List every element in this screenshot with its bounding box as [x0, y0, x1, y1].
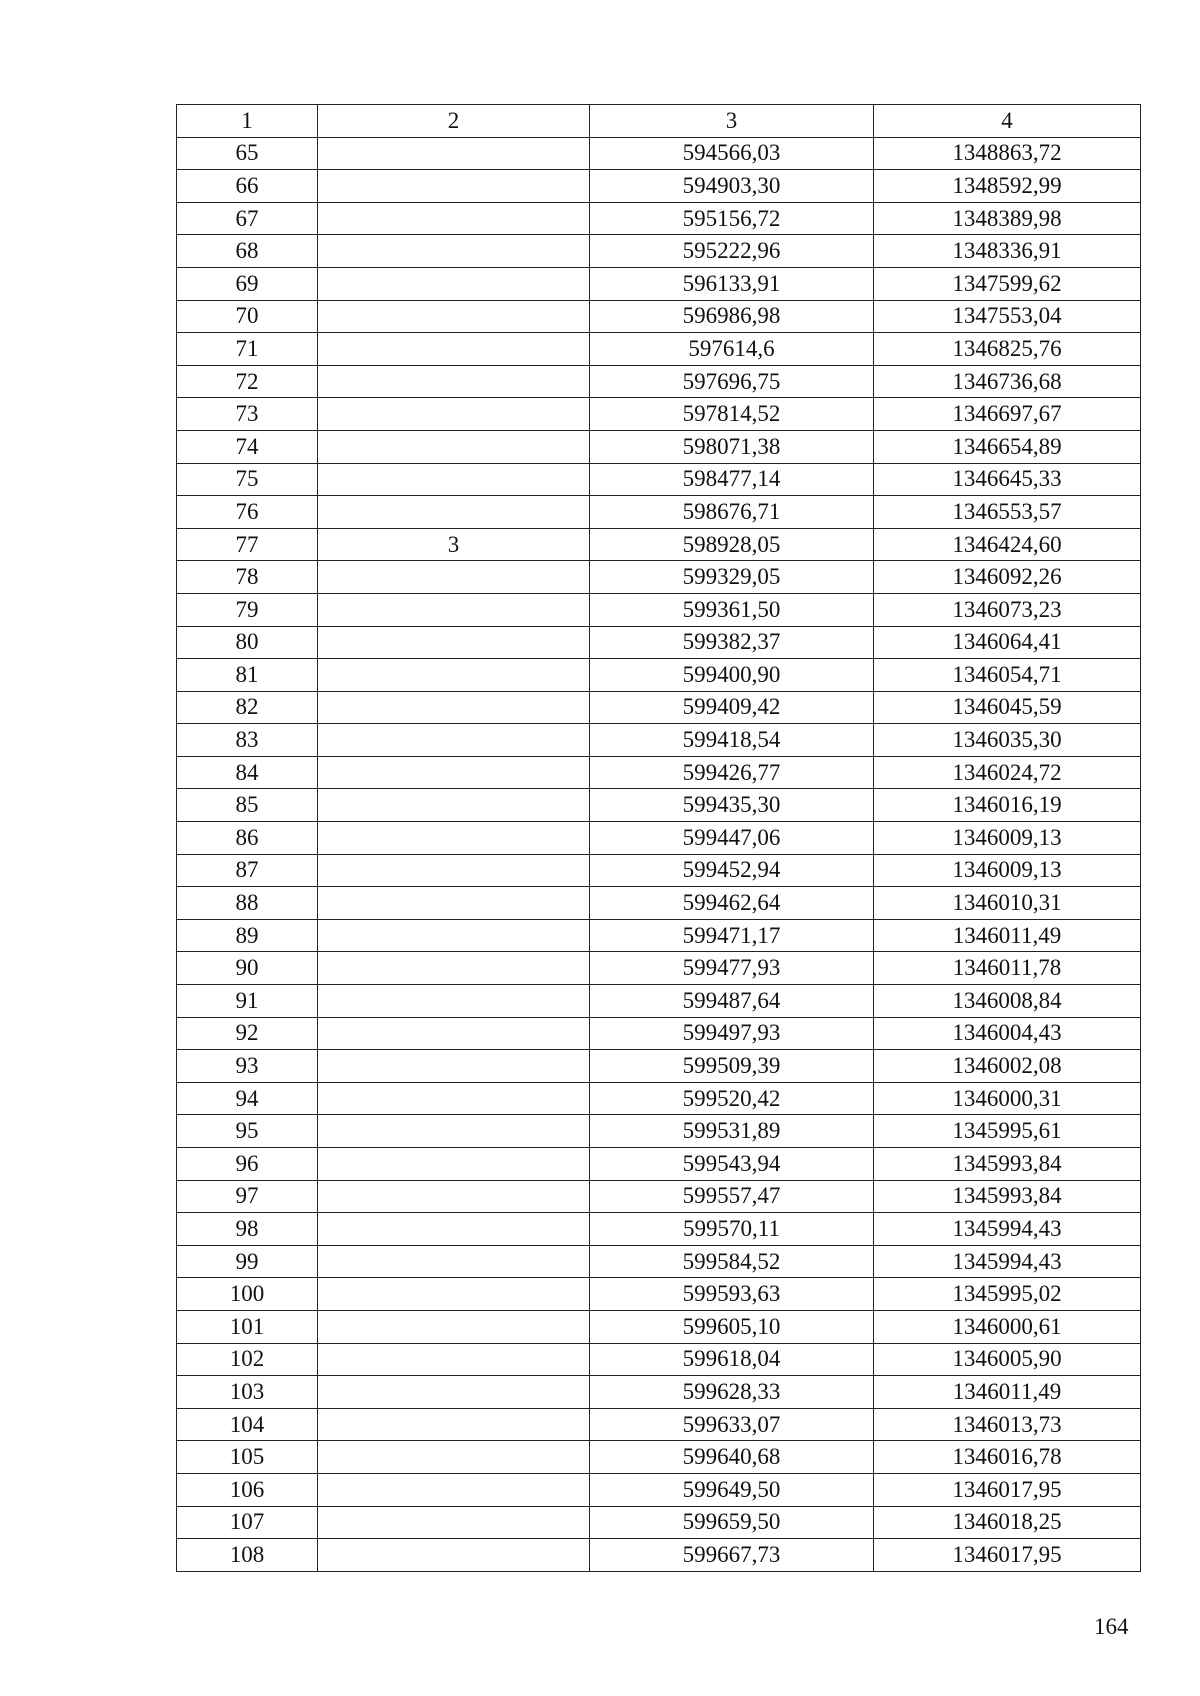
table-cell-col-2	[318, 1082, 590, 1115]
table-cell-col-2	[318, 333, 590, 366]
table-cell-col-4: 1346018,25	[874, 1506, 1141, 1539]
table-row	[177, 333, 1141, 366]
table-cell-col-2	[318, 659, 590, 692]
table-cell-col-2	[318, 430, 590, 463]
table-cell-col-4: 1346017,95	[874, 1539, 1141, 1572]
table-row	[177, 1213, 1141, 1246]
table-row	[177, 1376, 1141, 1409]
table-cell-col-2	[318, 1050, 590, 1083]
table-cell-col-4: 1348336,91	[874, 235, 1141, 268]
table-cell-col-2	[318, 463, 590, 496]
table-cell-col-4: 1346004,43	[874, 1017, 1141, 1050]
table-cell-col-4: 1348863,72	[874, 137, 1141, 170]
table-cell-col-3: 598928,05	[590, 528, 874, 561]
table-cell-col-1: 98	[177, 1213, 318, 1246]
table-cell-col-4: 1346013,73	[874, 1408, 1141, 1441]
table-cell-col-3: 599584,52	[590, 1245, 874, 1278]
table-cell-col-4: 1346011,49	[874, 919, 1141, 952]
table-row	[177, 919, 1141, 952]
coordinates-table	[176, 104, 1141, 1572]
table-cell-col-3: 599497,93	[590, 1017, 874, 1050]
table-cell-col-1: 107	[177, 1506, 318, 1539]
table-cell-col-4: 1347553,04	[874, 300, 1141, 333]
table-cell-col-4: 1346645,33	[874, 463, 1141, 496]
table-cell-col-1: 83	[177, 724, 318, 757]
table-row	[177, 724, 1141, 757]
table-cell-col-2	[318, 626, 590, 659]
table-cell-col-1: 81	[177, 659, 318, 692]
table-cell-col-1: 95	[177, 1115, 318, 1148]
header-cell-3: 3	[590, 105, 874, 138]
table-row	[177, 1017, 1141, 1050]
table-cell-col-4: 1346000,61	[874, 1310, 1141, 1343]
table-cell-col-2	[318, 756, 590, 789]
table-cell-col-1: 88	[177, 887, 318, 920]
table-cell-col-2	[318, 137, 590, 170]
header-row	[177, 105, 1141, 138]
table-cell-col-1: 85	[177, 789, 318, 822]
table-cell-col-4: 1348389,98	[874, 202, 1141, 235]
table-cell-col-3: 599447,06	[590, 822, 874, 855]
table-cell-col-3: 594903,30	[590, 170, 874, 203]
table-row	[177, 1343, 1141, 1376]
table-cell-col-1: 103	[177, 1376, 318, 1409]
table-cell-col-1: 96	[177, 1148, 318, 1181]
header-cell-4: 4	[874, 105, 1141, 138]
table-cell-col-3: 595156,72	[590, 202, 874, 235]
table-cell-col-4: 1345993,84	[874, 1180, 1141, 1213]
table-cell-col-3: 599382,37	[590, 626, 874, 659]
table-cell-col-3: 599418,54	[590, 724, 874, 757]
table-cell-col-1: 75	[177, 463, 318, 496]
table-cell-col-2	[318, 919, 590, 952]
table-row	[177, 659, 1141, 692]
table-cell-col-3: 598477,14	[590, 463, 874, 496]
table-cell-col-3: 599605,10	[590, 1310, 874, 1343]
table-cell-col-2	[318, 1148, 590, 1181]
table-cell-col-1: 94	[177, 1082, 318, 1115]
table-row	[177, 430, 1141, 463]
table-cell-col-3: 599633,07	[590, 1408, 874, 1441]
table-cell-col-2	[318, 365, 590, 398]
table-cell-col-4: 1346009,13	[874, 822, 1141, 855]
table-cell-col-4: 1346011,49	[874, 1376, 1141, 1409]
table-cell-col-1: 99	[177, 1245, 318, 1278]
table-row	[177, 756, 1141, 789]
table-row	[177, 1050, 1141, 1083]
table-cell-col-1: 67	[177, 202, 318, 235]
table-cell-col-1: 84	[177, 756, 318, 789]
table-cell-col-1: 87	[177, 854, 318, 887]
table-cell-col-2	[318, 1245, 590, 1278]
table-cell-col-3: 599426,77	[590, 756, 874, 789]
table-cell-col-4: 1345993,84	[874, 1148, 1141, 1181]
table-row	[177, 887, 1141, 920]
table-cell-col-4: 1345995,61	[874, 1115, 1141, 1148]
table-cell-col-2	[318, 1539, 590, 1572]
table-cell-col-4: 1345995,02	[874, 1278, 1141, 1311]
table-row	[177, 1082, 1141, 1115]
table-cell-col-4: 1346045,59	[874, 691, 1141, 724]
table-cell-col-2	[318, 1310, 590, 1343]
table-cell-col-3: 597696,75	[590, 365, 874, 398]
table-cell-col-3: 599557,47	[590, 1180, 874, 1213]
table-cell-col-1: 105	[177, 1441, 318, 1474]
table-row	[177, 1148, 1141, 1181]
table-cell-col-1: 101	[177, 1310, 318, 1343]
table-cell-col-1: 77	[177, 528, 318, 561]
table-cell-col-2	[318, 1376, 590, 1409]
table-cell-col-3: 599435,30	[590, 789, 874, 822]
table-cell-col-2	[318, 1180, 590, 1213]
table-cell-col-3: 599462,64	[590, 887, 874, 920]
table-cell-col-4: 1346424,60	[874, 528, 1141, 561]
table-row	[177, 626, 1141, 659]
table-cell-col-3: 596133,91	[590, 267, 874, 300]
table-cell-col-3: 595222,96	[590, 235, 874, 268]
table-cell-col-3: 599520,42	[590, 1082, 874, 1115]
table-cell-col-3: 599477,93	[590, 952, 874, 985]
table-cell-col-1: 102	[177, 1343, 318, 1376]
table-cell-col-4: 1346000,31	[874, 1082, 1141, 1115]
table-cell-col-3: 599570,11	[590, 1213, 874, 1246]
table-row	[177, 1245, 1141, 1278]
table-cell-col-3: 599400,90	[590, 659, 874, 692]
table-cell-col-1: 100	[177, 1278, 318, 1311]
table-cell-col-4: 1346092,26	[874, 561, 1141, 594]
table-cell-col-2	[318, 1115, 590, 1148]
table-cell-col-3: 597814,52	[590, 398, 874, 431]
table-cell-col-2	[318, 887, 590, 920]
table-row	[177, 202, 1141, 235]
table-cell-col-2	[318, 789, 590, 822]
table-cell-col-4: 1346009,13	[874, 854, 1141, 887]
table-cell-col-1: 71	[177, 333, 318, 366]
table-cell-col-1: 89	[177, 919, 318, 952]
table-cell-col-1: 74	[177, 430, 318, 463]
table-cell-col-2	[318, 561, 590, 594]
table-cell-col-4: 1346064,41	[874, 626, 1141, 659]
table-cell-col-1: 68	[177, 235, 318, 268]
table-row	[177, 1408, 1141, 1441]
table-cell-col-1: 72	[177, 365, 318, 398]
table-row	[177, 1473, 1141, 1506]
table-cell-col-3: 599452,94	[590, 854, 874, 887]
table-cell-col-1: 91	[177, 985, 318, 1018]
table-cell-col-4: 1346011,78	[874, 952, 1141, 985]
table-cell-col-3: 599640,68	[590, 1441, 874, 1474]
table-row	[177, 1506, 1141, 1539]
table-row	[177, 854, 1141, 887]
table-cell-col-3: 599487,64	[590, 985, 874, 1018]
table-row	[177, 137, 1141, 170]
table-body	[177, 137, 1141, 1571]
table-cell-col-3: 596986,98	[590, 300, 874, 333]
table-cell-col-4: 1346002,08	[874, 1050, 1141, 1083]
table-row	[177, 952, 1141, 985]
table-row	[177, 1539, 1141, 1572]
table-cell-col-2	[318, 1473, 590, 1506]
table-cell-col-4: 1346035,30	[874, 724, 1141, 757]
table-cell-col-1: 70	[177, 300, 318, 333]
table-row	[177, 267, 1141, 300]
table-cell-col-4: 1347599,62	[874, 267, 1141, 300]
table-cell-col-3: 599409,42	[590, 691, 874, 724]
table-cell-col-4: 1346024,72	[874, 756, 1141, 789]
table-cell-col-2	[318, 1441, 590, 1474]
table-cell-col-3: 599509,39	[590, 1050, 874, 1083]
table-cell-col-2	[318, 691, 590, 724]
table-row	[177, 528, 1141, 561]
table-row	[177, 170, 1141, 203]
table-cell-col-3: 599543,94	[590, 1148, 874, 1181]
table-cell-col-1: 76	[177, 496, 318, 529]
table-cell-col-2	[318, 170, 590, 203]
table-cell-col-2	[318, 300, 590, 333]
table-cell-col-1: 79	[177, 593, 318, 626]
table-cell-col-3: 597614,6	[590, 333, 874, 366]
table-cell-col-3: 599531,89	[590, 1115, 874, 1148]
table-cell-col-3: 594566,03	[590, 137, 874, 170]
table-cell-col-4: 1346016,19	[874, 789, 1141, 822]
table-row	[177, 398, 1141, 431]
table-row	[177, 1180, 1141, 1213]
table-cell-col-2	[318, 1213, 590, 1246]
table-cell-col-3: 599618,04	[590, 1343, 874, 1376]
table-cell-col-3: 599649,50	[590, 1473, 874, 1506]
table-cell-col-1: 93	[177, 1050, 318, 1083]
table-cell-col-2	[318, 235, 590, 268]
table-cell-col-4: 1346016,78	[874, 1441, 1141, 1474]
table-cell-col-2: 3	[318, 528, 590, 561]
table-cell-col-1: 106	[177, 1473, 318, 1506]
table-cell-col-2	[318, 267, 590, 300]
table-row	[177, 496, 1141, 529]
table-row	[177, 593, 1141, 626]
table-header	[177, 105, 1141, 138]
header-cell-1: 1	[177, 105, 318, 138]
table-row	[177, 235, 1141, 268]
table-cell-col-1: 104	[177, 1408, 318, 1441]
table-row	[177, 300, 1141, 333]
table-cell-col-1: 86	[177, 822, 318, 855]
table-cell-col-3: 599659,50	[590, 1506, 874, 1539]
table-cell-col-1: 108	[177, 1539, 318, 1572]
table-cell-col-1: 73	[177, 398, 318, 431]
table-cell-col-3: 599628,33	[590, 1376, 874, 1409]
table-cell-col-2	[318, 593, 590, 626]
table-cell-col-4: 1346553,57	[874, 496, 1141, 529]
table-cell-col-2	[318, 398, 590, 431]
table-cell-col-1: 90	[177, 952, 318, 985]
table-cell-col-2	[318, 496, 590, 529]
table-cell-col-3: 599361,50	[590, 593, 874, 626]
table-cell-col-1: 97	[177, 1180, 318, 1213]
table-cell-col-3: 599471,17	[590, 919, 874, 952]
table-cell-col-2	[318, 822, 590, 855]
table-cell-col-2	[318, 952, 590, 985]
table-cell-col-4: 1345994,43	[874, 1213, 1141, 1246]
table-row	[177, 691, 1141, 724]
table-row	[177, 561, 1141, 594]
table-cell-col-1: 78	[177, 561, 318, 594]
table-cell-col-3: 599329,05	[590, 561, 874, 594]
table-cell-col-2	[318, 1017, 590, 1050]
table-row	[177, 463, 1141, 496]
table-cell-col-4: 1346010,31	[874, 887, 1141, 920]
table-cell-col-1: 69	[177, 267, 318, 300]
table-cell-col-4: 1346008,84	[874, 985, 1141, 1018]
table-cell-col-3: 599593,63	[590, 1278, 874, 1311]
table-cell-col-4: 1346736,68	[874, 365, 1141, 398]
table-cell-col-4: 1346654,89	[874, 430, 1141, 463]
table-row	[177, 1310, 1141, 1343]
table-cell-col-2	[318, 854, 590, 887]
table-row	[177, 1115, 1141, 1148]
page-number: 164	[1094, 1614, 1129, 1639]
table-cell-col-2	[318, 1408, 590, 1441]
table-cell-col-4: 1346697,67	[874, 398, 1141, 431]
header-cell-2: 2	[318, 105, 590, 138]
table-row	[177, 1278, 1141, 1311]
table-cell-col-2	[318, 1343, 590, 1376]
table-cell-col-3: 599667,73	[590, 1539, 874, 1572]
table-row	[177, 822, 1141, 855]
table-cell-col-3: 598676,71	[590, 496, 874, 529]
table-cell-col-4: 1348592,99	[874, 170, 1141, 203]
table-cell-col-2	[318, 1506, 590, 1539]
table-cell-col-4: 1346054,71	[874, 659, 1141, 692]
table-cell-col-4: 1346005,90	[874, 1343, 1141, 1376]
table-cell-col-1: 92	[177, 1017, 318, 1050]
table-cell-col-4: 1346073,23	[874, 593, 1141, 626]
table-cell-col-2	[318, 202, 590, 235]
table-cell-col-2	[318, 985, 590, 1018]
table-cell-col-1: 65	[177, 137, 318, 170]
table-row	[177, 365, 1141, 398]
table-cell-col-4: 1345994,43	[874, 1245, 1141, 1278]
table-cell-col-2	[318, 1278, 590, 1311]
table-row	[177, 789, 1141, 822]
table-cell-col-1: 80	[177, 626, 318, 659]
table-cell-col-3: 598071,38	[590, 430, 874, 463]
table-cell-col-1: 66	[177, 170, 318, 203]
table-row	[177, 1441, 1141, 1474]
table-cell-col-2	[318, 724, 590, 757]
table-cell-col-1: 82	[177, 691, 318, 724]
table-cell-col-4: 1346825,76	[874, 333, 1141, 366]
table-row	[177, 985, 1141, 1018]
table-cell-col-4: 1346017,95	[874, 1473, 1141, 1506]
